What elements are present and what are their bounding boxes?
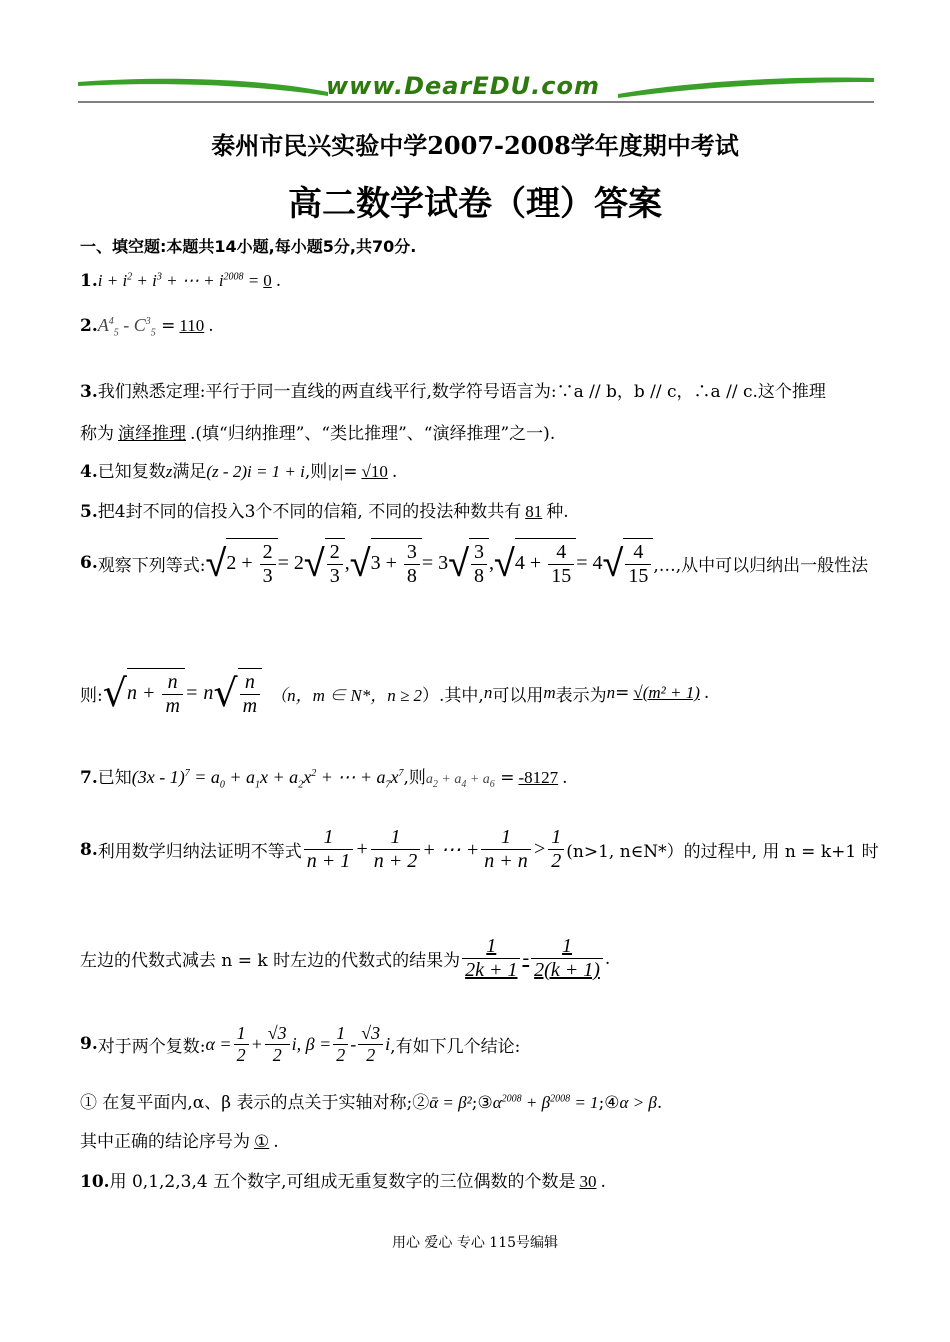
- q7-answer: -8127: [518, 768, 559, 787]
- page-subtitle: 高二数学试卷（理）答案: [288, 184, 662, 224]
- q6-condition: ）.其中,: [422, 685, 484, 706]
- q5-number: 5.: [80, 502, 98, 522]
- page-title: 泰州市民兴实验中学2007-2008学年度期中考试: [211, 131, 739, 160]
- site-logo-text: www.DearEDU.com: [326, 72, 600, 100]
- q9-answer: ①: [254, 1132, 270, 1151]
- question-9-line3: 其中正确的结论序号为 ① .: [80, 1132, 279, 1152]
- q7-expression: $(3x - 1)^7 = a_0 + a_1x + a_2x^2$ + ⋯ + $a_7x^7$: [131, 767, 404, 791]
- q4-text-2: 满足: [172, 462, 207, 482]
- q6-general-formula: √n + $\frac{n}{m}$ = n √ $\frac{n}{m}$: [103, 668, 262, 718]
- q7-then: ,则: [403, 768, 426, 788]
- q8-line2-text: 左边的代数式减去 n = k 时左边的代数式的结果为: [80, 951, 461, 971]
- question-6-line2: 则: √n + $\frac{n}{m}$ = n √ $\frac{n}{m}$ （n，m ∈ N*，n ≥ 2 ）.其中, n 可以用 m 表示为 n = √(m² + 1) .: [80, 668, 709, 718]
- section-heading: 一、填空题:本题共14小题,每小题5分,共70分.: [80, 237, 417, 256]
- q3-text-2a: 称为: [80, 424, 114, 444]
- q4-number: 4.: [80, 462, 98, 482]
- q10-number: 10.: [80, 1172, 110, 1192]
- question-5: [80, 497, 569, 522]
- q5-text: 把4封不同的信投入3个不同的信箱, 不同的投法种数共有: [97, 502, 522, 522]
- question-9: [80, 1023, 520, 1065]
- q6-condition-2: 可以用: [492, 685, 544, 706]
- question-6: [80, 538, 868, 588]
- q9-definitions: α = $\frac{1}{2}$ + $\frac{√3}{2}$ i, β = $\frac{1}{2}$ - $\frac{√3}{2}$ i: [205, 1023, 391, 1065]
- q7-number: 7.: [80, 768, 98, 788]
- question-4: 4.已知复数z满足(z - 2)i = 1 + i,则|z|= √10 .: [80, 462, 398, 482]
- q1-number: 1.: [80, 271, 98, 291]
- q6-text: 观察下列等式:: [97, 555, 206, 576]
- q9-statements: ① 在复平面内,α、β 表示的点关于实轴对称;②: [80, 1093, 430, 1113]
- q4-text-3: ,则: [304, 462, 328, 482]
- question-3: [80, 377, 826, 402]
- q6-answer: √(m² + 1): [633, 683, 700, 702]
- q4-equation: (z - 2)i = 1 + i: [206, 462, 305, 481]
- question-8: [80, 826, 879, 873]
- q6-line2-label: 则:: [80, 685, 103, 706]
- q8-tail: (n>1, n∈N*）的过程中, 用 n = k+1 时: [566, 842, 879, 862]
- q3-text-2b: .(填“归纳推理”、“类比推理”、“演绎推理”之一).: [190, 424, 556, 444]
- q2-answer: 110: [179, 316, 205, 335]
- q3-text: 我们熟悉定理:平行于同一直线的两直线平行,数学符号语言为:∵a // b，b // c，∴a // c.这个推理: [97, 382, 826, 402]
- q6-equations: √2 + $\frac{2}{3}$ = 2 √ $\frac{2}{3}$ , √3 + $\frac{3}{8}$ = 3 √ $\frac{3}{8}$ , √4 + $\frac{4}{15}$ = 4 √ $\frac{4}{15}$: [205, 538, 653, 588]
- q8-inequality: $\frac{1}{n + 1}$ + $\frac{1}{n + 2}$ + ⋯ + $\frac{1}{n + n}$ > $\frac{1}{2}$: [302, 826, 567, 873]
- header-banner: [78, 70, 874, 106]
- q1-expression: $i + i^2 + i^3$ + ⋯ + $i^{2008}$ =: [97, 271, 260, 290]
- q6-condition-3: 表示为: [555, 685, 607, 706]
- question-7: 7.已知$(3x - 1)^7 = a_0 + a_1x + a_2x^2$ + ⋯ + $a_7x^7$,则$a_2 + a_4 + a_6 = -8127$ .: [80, 767, 568, 791]
- question-8-line2: 左边的代数式减去 n = k 时左边的代数式的结果为 $\frac{1}{2k + 1}$ - $\frac{1}{2(k + 1)}$ .: [80, 935, 611, 981]
- q9-text: 对于两个复数:: [97, 1036, 206, 1057]
- q6-tail: ,…,从中可以归纳出一般性法: [653, 555, 869, 576]
- q4-text: 已知复数: [97, 462, 166, 482]
- q5-answer: 81: [525, 502, 543, 521]
- q8-text: 利用数学归纳法证明不等式: [97, 842, 302, 862]
- q7-text: 已知: [97, 768, 132, 788]
- q1-answer: 0: [263, 271, 272, 290]
- q4-answer: √10: [361, 462, 388, 481]
- q3-answer: 演绎推理: [118, 424, 186, 443]
- question-9-line2: ① 在复平面内,α、β 表示的点关于实轴对称;②ᾱ = $\beta^2;③\alpha^{2008} + \beta^{2008}$ = 1;④α > β.: [80, 1093, 663, 1113]
- q8-answer: $\frac{1}{2k + 1}$ - $\frac{1}{2(k + 1)}$: [460, 935, 605, 982]
- q2-expression: $A^4_5 - C^3_5$: [97, 315, 156, 339]
- q3-number: 3.: [80, 382, 98, 402]
- question-10: 10.用 0,1,2,3,4 五个数字,可组成无重复数字的三位偶数的个数是 30 .: [80, 1172, 606, 1192]
- question-1: $1.i + i^2 + i^3$ + ⋯ + $i^{2008} = 0$ .: [80, 271, 282, 291]
- q9-number: 9.: [80, 1034, 98, 1055]
- q9-tail: ,有如下几个结论:: [390, 1036, 521, 1057]
- q2-number: 2.: [80, 316, 98, 336]
- q6-number: 6.: [80, 553, 98, 573]
- question-2: $2.A^4_5 - C^3_5 = 110$ .: [80, 315, 214, 339]
- q10-text: 用 0,1,2,3,4 五个数字,可组成无重复数字的三位偶数的个数是: [109, 1172, 576, 1192]
- question-3-line2: [80, 419, 555, 444]
- q10-answer: 30: [579, 1172, 597, 1191]
- q5-tail: 种.: [546, 502, 569, 522]
- q9-line3-text: 其中正确的结论序号为: [80, 1132, 250, 1152]
- page-footer: 用心 爱心 专心 115号编辑: [391, 1235, 559, 1251]
- q8-number: 8.: [80, 839, 98, 860]
